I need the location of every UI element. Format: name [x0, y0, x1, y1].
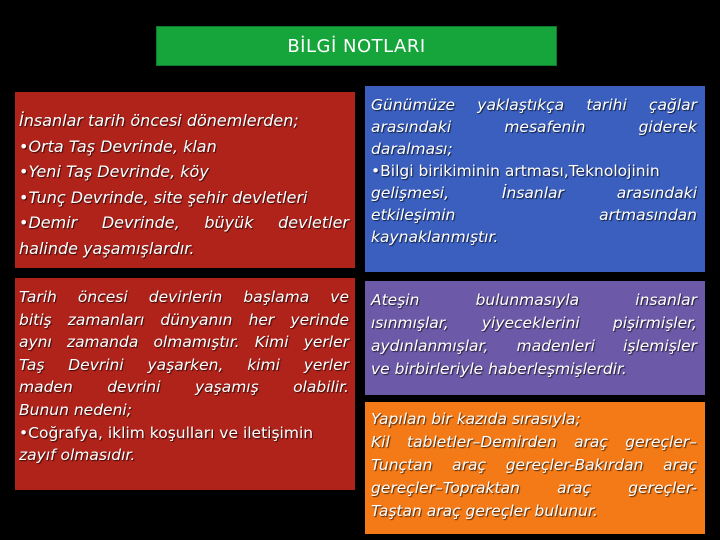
- info-box-bottom-right-orange: [365, 402, 705, 534]
- box-line: etkileşimin artmasından: [371, 206, 697, 224]
- box-line: Tunçtan araç gereçler-Bakırdan araç: [371, 456, 697, 474]
- box-line: ısınmışlar, yiyeceklerini pişirmişler,: [371, 314, 697, 332]
- info-box-top-left: [15, 92, 355, 268]
- box-line: Günümüze yaklaştıkça tarihi çağlar: [371, 96, 697, 114]
- box-line: gelişmesi, İnsanlar arasındaki: [371, 184, 697, 202]
- box-line: •Bilgi birikiminin artması,Teknolojinin: [371, 162, 660, 180]
- box-line: aynı zamanda olmamıştır. Kimi yerler: [19, 333, 349, 352]
- box-line: İnsanlar tarih öncesi dönemlerden;: [19, 111, 299, 130]
- box-line: Ateşin bulunmasıyla insanlar: [371, 291, 697, 309]
- box-line: bitiş zamanları dünyanın her yerinde: [19, 310, 349, 329]
- box-line: halinde yaşamışlardır.: [19, 238, 195, 258]
- title-banner: [156, 26, 557, 66]
- box-line: Bunun nedeni;: [19, 400, 132, 419]
- box-line: Yapılan bir kazıda sırasıyla;: [371, 410, 581, 428]
- box-line: daralması;: [371, 140, 453, 158]
- box-line: •Coğrafya, iklim koşulları ve iletişimin: [19, 423, 314, 442]
- box-line: kaynaklanmıştır.: [371, 228, 499, 246]
- info-box-top-right: [365, 86, 705, 272]
- box-line: aydınlanmışlar, madenleri işlemişler: [371, 337, 697, 355]
- info-box-bottom-right-purple: [365, 281, 705, 395]
- box-line: Tarih öncesi devirlerin başlama ve: [19, 288, 349, 306]
- box-line: •Yeni Taş Devrinde, köy: [19, 162, 209, 181]
- box-line: •Orta Taş Devrinde, klan: [19, 136, 217, 156]
- box-line: Taş Devrini yaşarken, kimi yerler: [19, 355, 349, 374]
- page-title: BİLGİ NOTLARI: [287, 35, 426, 57]
- box-line: Kil tabletler–Demirden araç gereçler–: [371, 433, 697, 451]
- info-box-bottom-left: [15, 278, 355, 490]
- box-line: •Demir Devrinde, büyük devletler: [19, 213, 349, 232]
- box-line: maden devrini yaşamış olabilir.: [19, 378, 349, 397]
- box-line: arasındaki mesafenin giderek: [371, 118, 697, 136]
- box-line: zayıf olmasıdır.: [19, 446, 136, 465]
- box-line: ve birbirleriyle haberleşmişlerdir.: [371, 360, 627, 378]
- box-line: gereçler–Topraktan araç gereçler-: [371, 479, 697, 497]
- box-line: Taştan araç gereçler bulunur.: [371, 502, 598, 520]
- box-line: •Tunç Devrinde, site şehir devletleri: [19, 187, 308, 207]
